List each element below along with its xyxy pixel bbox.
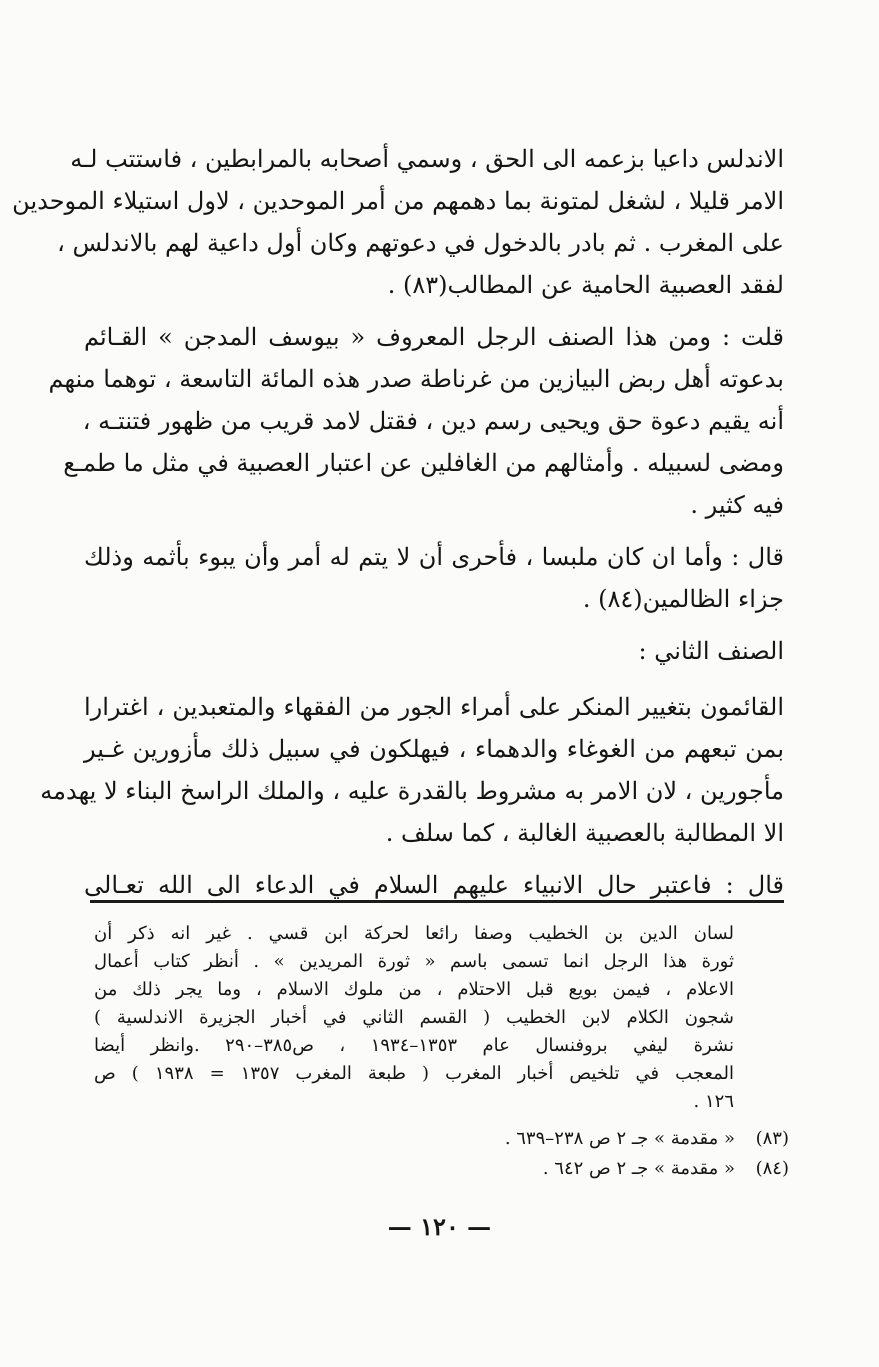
footnote-line: ثورة هذا الرجل انما تسمى باسم « ثورة المريدين » . أنظر كتاب أعمال: [94, 951, 734, 972]
footnote-list: [149, 1124, 789, 1184]
paragraph-3: [84, 536, 784, 620]
text-line: الاندلس داعيا بزعمه الى الحق ، وسمي أصحابه بالمرابطين ، فاستتب لـه: [70, 145, 784, 173]
paragraph-1: [12, 138, 784, 306]
text-line: ومضى لسبيله . وأمثالهم من الغافلين عن اعتبار العصبية في مثل ما طمـع: [63, 449, 784, 477]
footnote-divider: [90, 900, 784, 903]
footnote-text: « مقدمة » جـ ٢ ص ٢٣٨–٦٣٩ .: [504, 1128, 735, 1149]
text-line: بمن تبعهم من الغوغاء والدهماء ، فيهلكون في سبيل ذلك مأزورين غـير: [84, 735, 784, 763]
section-heading: الصنف الثاني :: [638, 637, 784, 665]
footnote-line: الاعلام ، فيمن بويع قبل الاحتلام ، من ملوك الاسلام ، وما يجر ذلك من: [94, 979, 734, 1000]
page-number: — ١٢٠ —: [387, 1212, 492, 1241]
text-line: الا المطالبة بالعصبية الغالبة ، كما سلف .: [385, 819, 784, 847]
text-line: جزاء الظالمين(٨٤) .: [582, 585, 784, 613]
footnote-number: (٨٣): [755, 1128, 789, 1149]
text-line: فيه كثير .: [690, 491, 784, 519]
text-line: أنه يقيم دعوة حق ويحيى رسم دين ، فقتل لامد قريب من ظهور فتنتـه ،: [82, 407, 784, 435]
footnote-line: ١٢٦ .: [693, 1091, 734, 1112]
footnote-line: نشرة ليفي بروفنسال عام ١٣٥٣–١٩٣٤ ، ص٣٨٥–٢٩٠ .وانظر أيضا: [94, 1035, 734, 1056]
footnote-84: [149, 1154, 789, 1184]
text-line: قلت : ومن هذا الصنف الرجل المعروف « بيوسف المدجن » القـائم: [84, 323, 784, 351]
footnote-line: المعجب في تلخيص أخبار المغرب ( طبعة المغرب ١٣٥٧ = ١٩٣٨ ) ص: [94, 1063, 735, 1084]
footnote-line: شجون الكلام لابن الخطيب ( القسم الثاني في أخبار الجزيرة الاندلسية ): [94, 1007, 734, 1028]
text-line: قال : وأما ان كان ملبسا ، فأحرى أن لا يتم له أمر وأن يبوء بأثمه وذلك: [84, 543, 784, 571]
paragraph-2: [48, 316, 784, 526]
text-line: على المغرب . ثم بادر بالدخول في دعوتهم وكان أول داعية لهم بالاندلس ،: [57, 229, 784, 257]
footnote-number: (٨٤): [755, 1158, 789, 1179]
main-text: [12, 138, 785, 916]
footnote-text: « مقدمة » جـ ٢ ص ٦٤٢ .: [542, 1158, 735, 1179]
text-line: قال : فاعتبر حال الانبياء عليهم السلام في الدعاء الى الله تعـالى: [84, 871, 784, 899]
paragraph-4: [40, 686, 785, 854]
footnote-83: [149, 1124, 789, 1154]
text-line: القائمون بتغيير المنكر على أمراء الجور من الفقهاء والمتعبدين ، اغترارا: [84, 693, 785, 721]
text-line: لفقد العصبية الحامية عن المطالب(٨٣) .: [387, 271, 784, 299]
text-line: بدعوته أهل ربض البيازين من غرناطة صدر هذه المائة التاسعة ، توهما منهم: [48, 365, 784, 393]
footnote-line: لسان الدين بن الخطيب وصفا رائعا لحركة ابن قسي . غير انه ذكر أن: [94, 923, 734, 944]
text-line: مأجورين ، لان الامر به مشروط بالقدرة عليه ، والملك الراسخ البناء لا يهدمه: [40, 777, 784, 805]
footnote-continuation: [94, 920, 734, 1116]
text-line: الامر قليلا ، لشغل لمتونة بما دهمهم من أمر الموحدين ، لاول استيلاء الموحدين: [12, 187, 784, 215]
